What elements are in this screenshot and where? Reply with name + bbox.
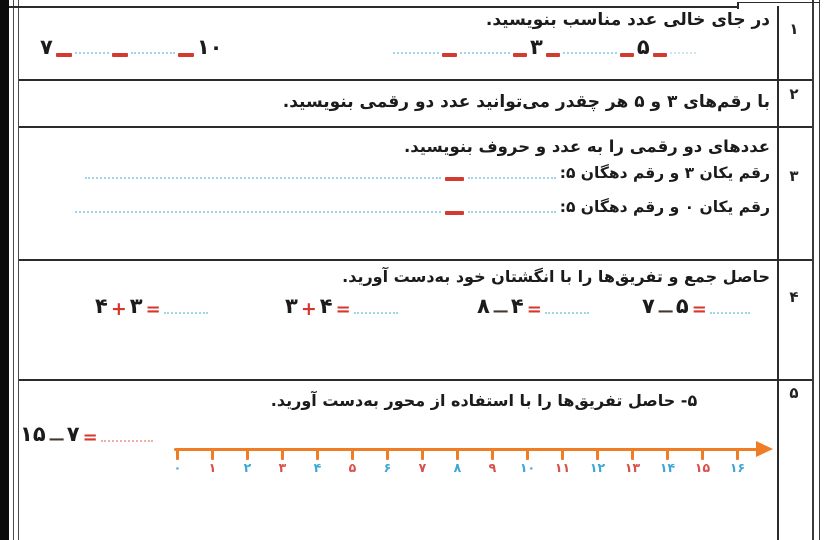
equals-sign: =: [335, 299, 351, 320]
tick-mark: [666, 448, 669, 460]
numberline-label: ۹: [488, 460, 497, 475]
numberline-tick-10: [510, 448, 545, 475]
numberline-label: ۱۵: [694, 460, 711, 475]
question-number-4: ۴: [789, 288, 799, 306]
plus-operator: +: [300, 298, 317, 320]
question-2-title: با رقم‌های ۳ و ۵ هر چقدر می‌توانید عدد دو رقمی بنویسید.: [282, 92, 770, 112]
tick-mark: [211, 448, 214, 460]
q4-problem-2: [285, 294, 398, 320]
numberline-label: ۶: [383, 460, 392, 475]
question-number-2: ۲: [789, 85, 799, 103]
outer-border-left-1: [13, 0, 14, 540]
question-number-3: ۳: [789, 167, 799, 185]
top-border-right-segment: [737, 2, 820, 4]
q1-left-start-number: ۷: [40, 35, 53, 59]
blank-dash[interactable]: [56, 53, 72, 57]
blank-dash[interactable]: [442, 53, 457, 57]
blank-dash[interactable]: [112, 53, 128, 57]
operand: ۳: [285, 294, 298, 318]
q1-right-end-number: ۵: [636, 35, 650, 59]
row-divider-2: [19, 126, 812, 128]
q1-sequence-right: [393, 37, 696, 58]
tick-mark: [491, 448, 494, 460]
equals-sign: =: [691, 299, 707, 320]
q1-sequence-left: [40, 37, 222, 58]
equals-sign: =: [526, 299, 542, 320]
operand: ۴: [319, 294, 333, 318]
operand: ۳: [129, 294, 143, 318]
blank-dash[interactable]: [178, 53, 194, 57]
minus-operator: −: [655, 301, 675, 322]
numberline-tick-0: [160, 448, 195, 475]
numberline-arrow-icon: [756, 441, 773, 457]
blank-dash[interactable]: [546, 53, 560, 57]
blank-dash[interactable]: [620, 53, 634, 57]
question-number-1: ۱: [789, 20, 799, 38]
numberline: [160, 448, 755, 475]
answer-dots[interactable]: [131, 52, 175, 54]
operand: ۸: [477, 294, 490, 318]
answer-dots[interactable]: [710, 312, 750, 314]
q4-problem-1: [95, 294, 208, 320]
plus-operator: +: [110, 298, 127, 320]
tick-mark: [316, 448, 319, 460]
blank-dash[interactable]: [513, 53, 527, 57]
operand: ۴: [95, 294, 108, 318]
answer-dots[interactable]: [75, 52, 109, 54]
tick-mark: [281, 448, 284, 460]
numberline-tick-6: [370, 448, 405, 475]
question-number-5: ۵: [789, 384, 799, 402]
tick-mark: [456, 448, 459, 460]
operand: ۴: [510, 294, 524, 318]
top-border-stub: [737, 2, 739, 9]
tick-mark: [596, 448, 599, 460]
numberline-label: ۳: [278, 460, 287, 475]
operand: ۷: [642, 294, 655, 318]
row-divider-4: [19, 379, 812, 381]
answer-dots[interactable]: [670, 52, 696, 54]
numberline-tick-13: [615, 448, 650, 475]
question-3-title: عددهای دو رقمی را به عدد و حروف بنویسید.: [403, 137, 770, 156]
q4-problem-4: [642, 294, 750, 322]
numberline-label: ۱۲: [589, 460, 606, 475]
numberline-tick-8: [440, 448, 475, 475]
numberline-tick-15: [685, 448, 720, 475]
numberline-tick-9: [475, 448, 510, 475]
equals-sign: =: [145, 299, 161, 320]
numberline-tick-14: [650, 448, 685, 475]
minus-operator: −: [46, 429, 66, 450]
answer-dots[interactable]: [468, 177, 556, 179]
numberline-label: ۸: [453, 460, 462, 475]
tick-mark: [631, 448, 634, 460]
minus-operator: −: [490, 301, 510, 322]
row-divider-3: [19, 259, 812, 261]
numberline-label: ۱۴: [659, 460, 676, 475]
numberline-tick-16: [720, 448, 755, 475]
numberline-label: ۷: [418, 460, 427, 475]
numberline-label: ۱۶: [729, 460, 746, 475]
operand: ۱۵: [20, 422, 46, 446]
equals-sign: =: [82, 427, 98, 448]
answer-dots[interactable]: [101, 440, 153, 442]
tick-mark: [526, 448, 529, 460]
numberline-label: ۱۳: [624, 460, 641, 475]
blank-dash[interactable]: [445, 211, 464, 215]
q3-line-a-label: رقم یکان ۳ و رقم دهگان ۵:: [559, 164, 770, 182]
numberline-label: ۰: [173, 460, 182, 475]
numberline-label: ۱۰: [519, 460, 536, 475]
q5-problem: [20, 422, 153, 450]
tick-mark: [736, 448, 739, 460]
numberline-label: ۴: [313, 460, 322, 475]
question-1-title: در جای خالی عدد مناسب بنویسید.: [485, 10, 770, 30]
outer-border-left-2: [18, 0, 19, 540]
answer-dots[interactable]: [545, 312, 589, 314]
q1-right-mid-number: ۳: [530, 35, 543, 59]
tick-mark: [701, 448, 704, 460]
answer-dots[interactable]: [460, 52, 510, 54]
numberline-tick-5: [335, 448, 370, 475]
tick-mark: [351, 448, 354, 460]
answer-dots[interactable]: [85, 177, 441, 179]
numberline-tick-7: [405, 448, 440, 475]
numberline-label: ۵: [348, 460, 357, 475]
tick-mark: [176, 448, 179, 460]
operand: ۵: [675, 294, 689, 318]
numberline-tick-2: [230, 448, 265, 475]
numberline-label: ۱: [208, 460, 217, 475]
q3-answer-line-b: [75, 199, 770, 217]
answer-dots[interactable]: [563, 52, 617, 54]
outer-border-right-1: [812, 0, 814, 540]
numberline-tick-4: [300, 448, 335, 475]
q3-line-b-label: رقم یکان ۰ و رقم دهگان ۵:: [559, 198, 770, 216]
operand: ۷: [66, 422, 80, 446]
answer-dots[interactable]: [468, 211, 556, 213]
row-divider-1: [19, 79, 812, 81]
numberline-label: ۱۱: [554, 460, 571, 475]
numberline-tick-1: [195, 448, 230, 475]
answer-dots[interactable]: [354, 312, 398, 314]
scan-edge-strip: [0, 0, 9, 540]
question-5-title: ۵- حاصل تفریق‌ها را با استفاده از محور به‌دست آورید.: [270, 391, 698, 410]
numberline-label: ۲: [243, 460, 252, 475]
tick-mark: [561, 448, 564, 460]
numberline-tick-12: [580, 448, 615, 475]
numberline-tick-11: [545, 448, 580, 475]
answer-dots[interactable]: [75, 211, 441, 213]
tick-mark: [246, 448, 249, 460]
blank-dash[interactable]: [653, 53, 667, 57]
answer-dots[interactable]: [164, 312, 208, 314]
top-border: [9, 6, 737, 8]
tick-mark: [386, 448, 389, 460]
numberline-tick-3: [265, 448, 300, 475]
answer-dots[interactable]: [393, 52, 439, 54]
tick-mark: [421, 448, 424, 460]
q4-problem-3: [477, 294, 589, 322]
question-4-title: حاصل جمع و تفریق‌ها را با انگشتان خود به‌دست آورید.: [342, 267, 770, 286]
q1-left-end-number: ۱۰: [196, 35, 223, 59]
q3-answer-line-a: [85, 165, 770, 183]
blank-dash[interactable]: [445, 177, 464, 181]
outer-border-right-2: [819, 0, 821, 540]
